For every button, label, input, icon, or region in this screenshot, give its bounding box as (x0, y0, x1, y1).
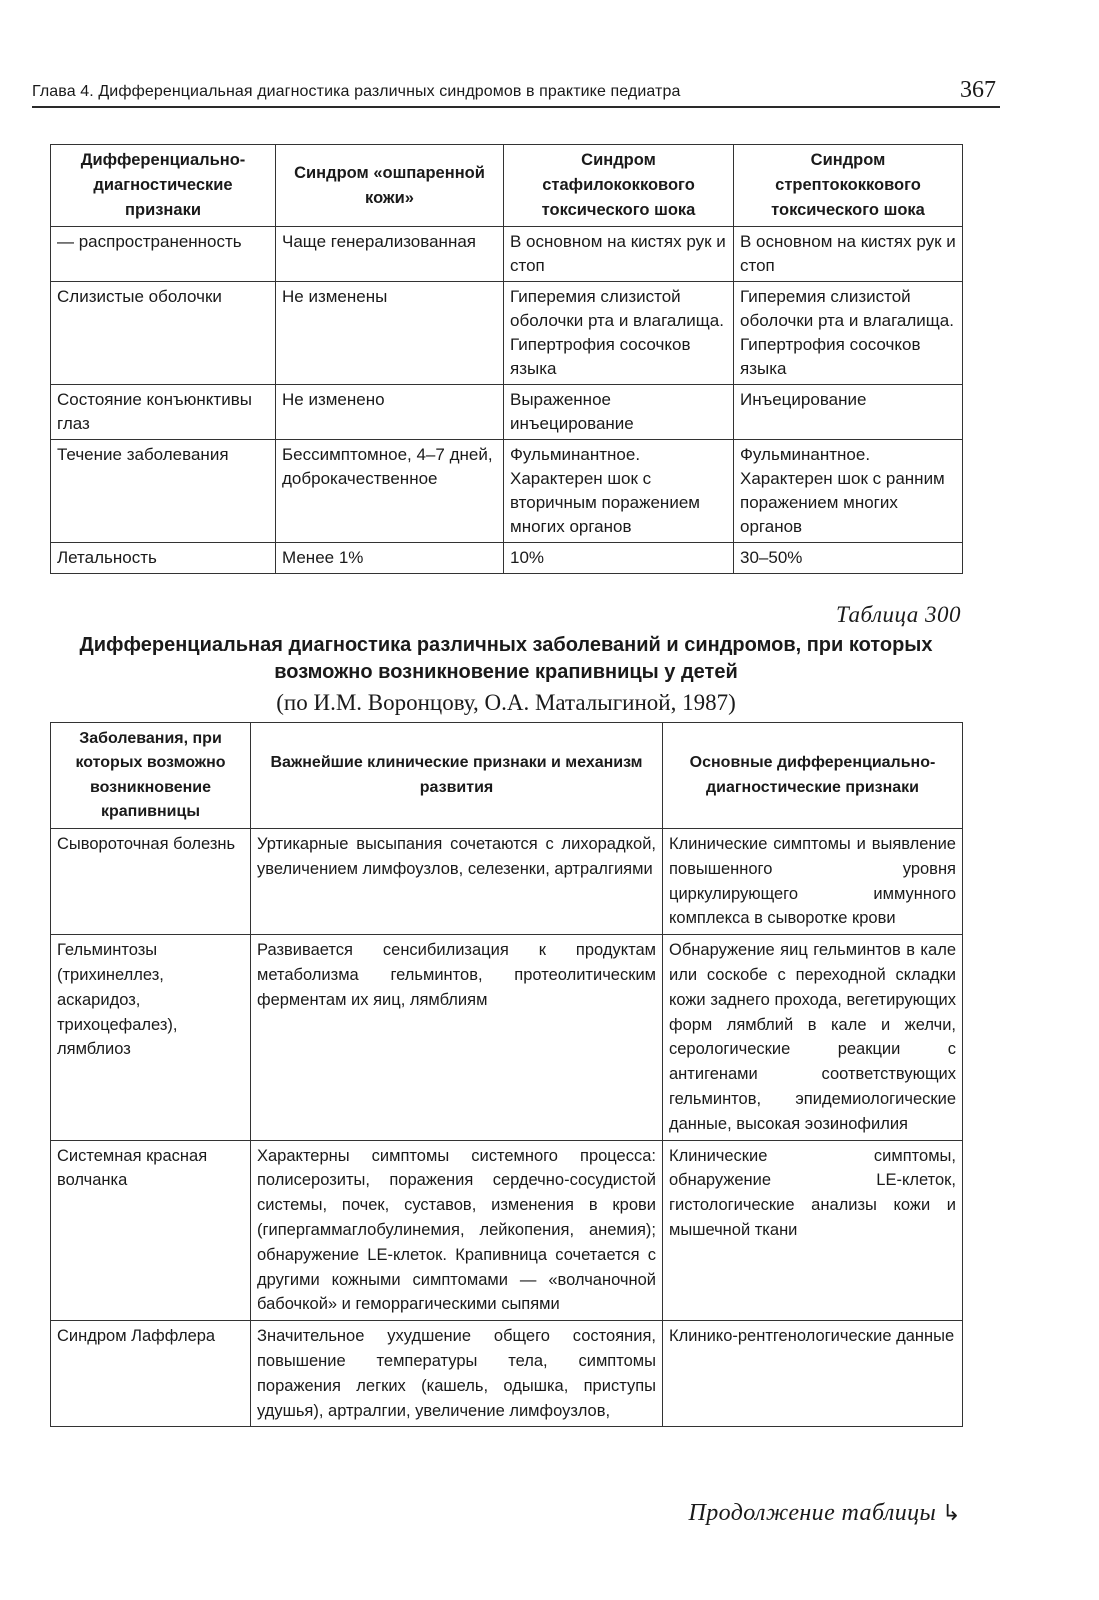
column-header: Синдром «ошпаренной кожи» (276, 145, 504, 227)
table-cell: Уртикарные высыпания сочетаются с лихорадкой, увеличением лимфоузлов, селезенки, артралгиями (251, 829, 663, 935)
table-cell: Не изменены (276, 282, 504, 385)
table-cell: Течение заболевания (51, 440, 276, 543)
page-number: 367 (960, 77, 996, 103)
table-cell: Бессимптомное, 4–7 дней, доброкачественное (276, 440, 504, 543)
column-header: Синдром стафилококкового токсического шока (504, 145, 734, 227)
table-cell: В основном на кистях рук и стоп (504, 227, 734, 282)
table-cell: Значительное ухудшение общего состояния, повышение температуры тела, симптомы поражения легких (кашель, одышка, приступы удушья), артралгии, увеличение лимфоузлов, (251, 1321, 663, 1427)
table-cell: Фульминантное. Характерен шок с вторичным поражением многих органов (504, 440, 734, 543)
table-cell: — распространенность (51, 227, 276, 282)
table-number: Таблица 300 (835, 602, 961, 627)
column-header: Синдром стрептококкового токсического шока (734, 145, 963, 227)
table-row (51, 1140, 963, 1321)
table-row (51, 1321, 963, 1427)
table-title: Дифференциальная диагностика различных заболеваний и синдромов, при которых возможно возникновение крапивницы у детей (79, 634, 933, 683)
table-cell: Развивается сенсибилизация к продуктам метаболизма гельминтов, протеолитическим ферментам их яиц, лямблиям (251, 935, 663, 1140)
table-source: (по И.М. Воронцову, О.А. Маталыгиной, 1987) (276, 690, 736, 715)
running-header (32, 76, 1000, 108)
syndromes-comparison-table (50, 144, 963, 574)
table-cell: Инъецирование (734, 385, 963, 440)
table-cell: Клинические симптомы и выявление повышенного уровня циркулирующего иммунного комплекса в сыворотке крови (663, 829, 963, 935)
table-cell: Состояние конъюнктивы глаз (51, 385, 276, 440)
table-cell: Выраженное инъецирование (504, 385, 734, 440)
table-row (51, 829, 963, 935)
table-cell: Фульминантное. Характерен шок с ранним поражением многих органов (734, 440, 963, 543)
column-header: Заболевания, при которых возможно возникновение крапивницы (51, 723, 251, 829)
table-cell: Менее 1% (276, 543, 504, 574)
table-row (51, 385, 963, 440)
table-cell: Сывороточная болезнь (51, 829, 251, 935)
table-header-row (51, 723, 963, 829)
table-cell: В основном на кистях рук и стоп (734, 227, 963, 282)
table-cell: Клинические симптомы, обнаружение LE-клеток, гистологические анализы кожи и мышечной ткани (663, 1140, 963, 1321)
column-header: Дифференциально-диагностические признаки (51, 145, 276, 227)
table-cell: Не изменено (276, 385, 504, 440)
table-row (51, 935, 963, 1140)
table-cell: Системная красная волчанка (51, 1140, 251, 1321)
table-cell: Гиперемия слизистой оболочки рта и влагалища. Гипертрофия сосочков языка (504, 282, 734, 385)
table-header-row (51, 145, 963, 227)
table-cell: Гельминтозы (трихинеллез, аскаридоз, трихоцефалез), лямблиоз (51, 935, 251, 1140)
table-cell: Чаще генерализованная (276, 227, 504, 282)
table-cell: Синдром Лаффлера (51, 1321, 251, 1427)
table-cell: Клинико-рентгенологические данные (663, 1321, 963, 1427)
table-cell: Летальность (51, 543, 276, 574)
table-cell: 10% (504, 543, 734, 574)
continuation-label: Продолжение таблицы (688, 1500, 937, 1526)
table-row (51, 543, 963, 574)
column-header: Основные дифференциально-диагностические признаки (663, 723, 963, 829)
urticaria-differential-table (50, 722, 963, 1427)
table-row (51, 282, 963, 385)
table-cell: 30–50% (734, 543, 963, 574)
chapter-title: Глава 4. Дифференциальная диагностика различных синдромов в практике педиатра (32, 83, 681, 100)
table-cell: Обнаружение яиц гельминтов в кале или соскобе с переходной складки кожи заднего прохода, вегетирующих форм лямблий в кале и желчи, серологические реакции с антигенами соответствующих гельминтов, эпидемиологические данные, высокая эозинофилия (663, 935, 963, 1140)
table-cell: Характерны симптомы системного процесса: полисерозиты, поражения сердечно-сосудистой системы, почек, суставов, изменения в крови (гипергаммаглобулинемия, лейкопения, анемия); обнаружение LE-клеток. Крапивница сочетается с другими кожными симптомами — «волчаночной бабочкой» и геморрагическими сыпями (251, 1140, 663, 1321)
turn-arrow-icon: ↳ (942, 1500, 961, 1525)
table-row (51, 440, 963, 543)
table-cell: Слизистые оболочки (51, 282, 276, 385)
continuation-note (688, 1500, 961, 1527)
table-cell: Гиперемия слизистой оболочки рта и влагалища. Гипертрофия сосочков языка (734, 282, 963, 385)
table-row (51, 227, 963, 282)
column-header: Важнейшие клинические признаки и механизм развития (251, 723, 663, 829)
